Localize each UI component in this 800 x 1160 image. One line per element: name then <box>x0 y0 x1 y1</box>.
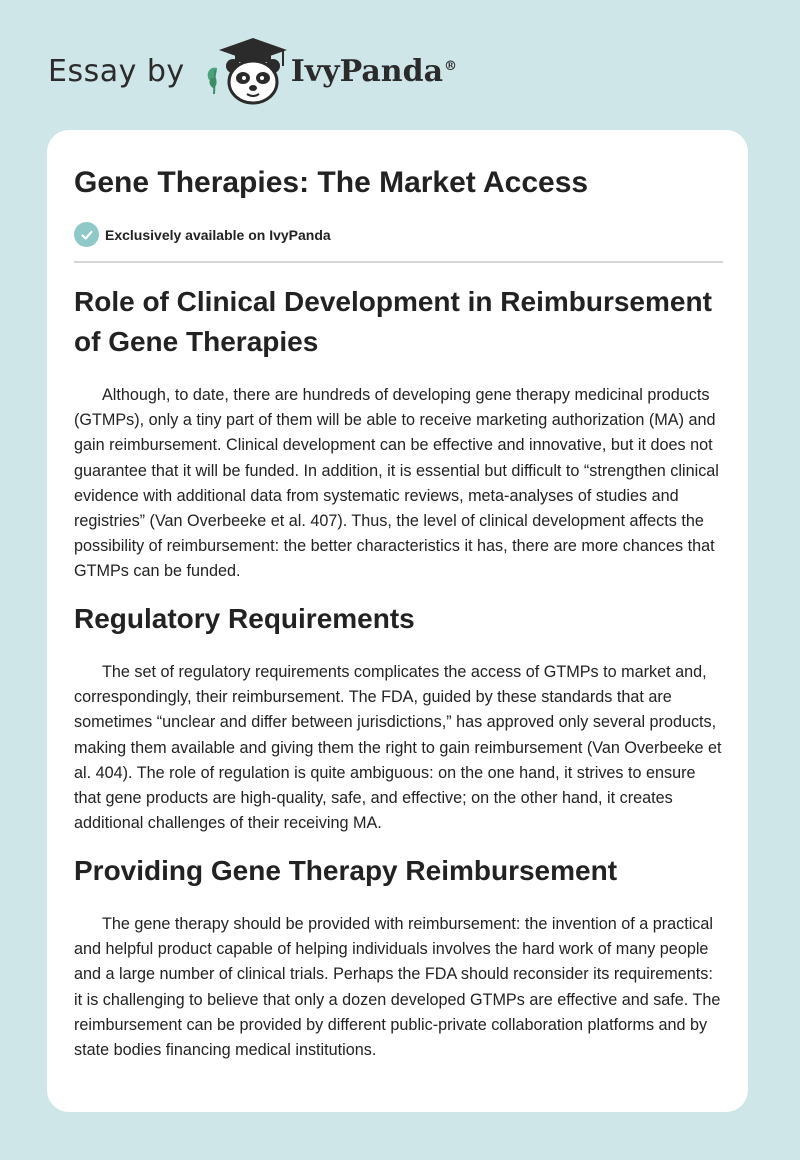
section-heading-clinical-development: Role of Clinical Development in Reimbursement of Gene Therapies <box>74 286 712 357</box>
site-header <box>48 36 457 106</box>
check-icon <box>74 222 99 247</box>
title-divider <box>74 261 723 263</box>
section-paragraph-reimbursement: The gene therapy should be provided with reimbursement: the invention of a practical and helpful product capable of helping individuals involves the hard work of many people and a large number of clinical trials. Perhaps the FDA should reconsider its requirements: it is challenging to believe that only a dozen developed GTMPs are effective and safe. The reimbursement can be provided by different public-private collaboration platforms and by state bodies financing medical institutions. <box>74 915 721 1060</box>
section-heading-regulatory-requirements: Regulatory Requirements <box>74 603 415 634</box>
section-paragraph-clinical-development: Although, to date, there are hundreds of developing gene therapy medicinal products (GTMPs), only a tiny part of them will be able to receive marketing authorization (MA) and gain reimbursement. Clinical development can be effective and innovative, but it does not guarantee that it will be funded. In addition, it is essential but difficult to “strengthen clinical evidence with additional data from systematic reviews, meta-analyses of studies and registries” (Van Overbeeke et al. 407). Thus, the level of clinical development affects the possibility of reimbursement: the better characteristics it has, there are more chances that GTMPs can be funded. <box>74 386 719 581</box>
section-paragraph-regulatory-requirements: The set of regulatory requirements complicates the access of GTMPs to market and, correspondingly, their reimbursement. The FDA, guided by these standards that are sometimes “unclear and differ between jurisdictions,” has approved only several products, making them available and giving them the right to gain reimbursement (Van Overbeeke et al. 404). The role of regulation is quite ambiguous: on the one hand, it strives to ensure that gene products are high-quality, safe, and effective; on the other hand, it creates additional challenges of their receiving MA. <box>74 663 722 833</box>
essay-by-label: Essay by <box>48 53 185 89</box>
essay-title: Gene Therapies: The Market Access <box>74 166 589 199</box>
registered-mark: ® <box>444 58 458 74</box>
ivypanda-logo-icon[interactable] <box>203 36 287 106</box>
brand-name[interactable]: IvyPanda® <box>290 53 458 89</box>
essay-card <box>47 130 748 1112</box>
exclusive-badge <box>74 222 331 247</box>
exclusive-label: Exclusively available on IvyPanda <box>105 226 331 243</box>
section-heading-reimbursement: Providing Gene Therapy Reimbursement <box>74 855 618 886</box>
